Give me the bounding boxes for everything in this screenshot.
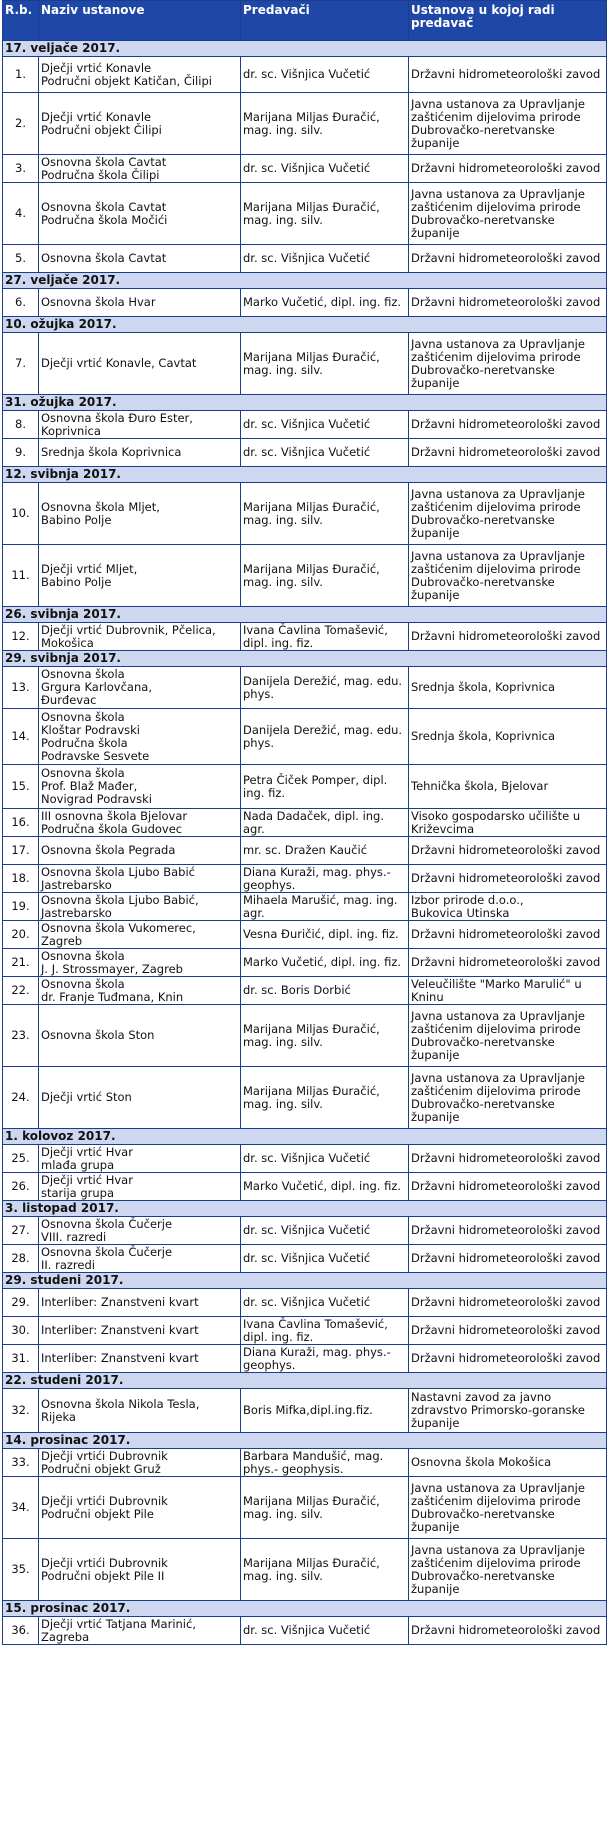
table-row	[3, 765, 607, 809]
row-number: 32.	[3, 1389, 39, 1433]
date-row	[3, 317, 607, 333]
date-label: 17. veljače 2017.	[3, 41, 607, 57]
lecturer-institution: Srednja škola, Koprivnica	[409, 709, 607, 765]
date-row	[3, 395, 607, 411]
table-row	[3, 623, 607, 651]
table-row	[3, 1173, 607, 1201]
lecturer-name: Marijana Miljas Đuračić, mag. ing. silv.	[241, 545, 409, 607]
date-label: 1. kolovoz 2017.	[3, 1129, 607, 1145]
table-row	[3, 1345, 607, 1373]
lecturer-institution: Javna ustanova za Upravljanje zaštićenim dijelovima prirode Dubrovačko-neretvanske županije	[409, 1477, 607, 1539]
lecturer-name: Vesna Đuričić, dipl. ing. fiz.	[241, 921, 409, 949]
lecturer-institution: Državni hidrometeorološki zavod	[409, 155, 607, 183]
institution-name: Dječji vrtić Dubrovnik, Pčelica, Mokošica	[39, 623, 241, 651]
table-row	[3, 837, 607, 865]
date-row	[3, 1201, 607, 1217]
institution-name: Osnovna škola Grgura Karlovčana, Đurđevac	[39, 667, 241, 709]
lecturer-institution: Državni hidrometeorološki zavod	[409, 1145, 607, 1173]
header-row	[3, 1, 607, 41]
date-label: 26. svibnja 2017.	[3, 607, 607, 623]
date-row	[3, 41, 607, 57]
row-number: 29.	[3, 1289, 39, 1317]
row-number: 12.	[3, 623, 39, 651]
lecturer-name: dr. sc. Višnjica Vučetić	[241, 155, 409, 183]
lecturer-institution: Državni hidrometeorološki zavod	[409, 245, 607, 273]
row-number: 18.	[3, 865, 39, 893]
institution-name: Osnovna škola Ljubo Babić Jastrebarsko	[39, 865, 241, 893]
lecturer-name: Marijana Miljas Đuračić, mag. ing. silv.	[241, 93, 409, 155]
lectures-table	[2, 0, 607, 1645]
institution-name: Osnovna škola Ston	[39, 1005, 241, 1067]
lecturer-institution: Veleučilište "Marko Marulić" u Kninu	[409, 977, 607, 1005]
lecturer-institution: Državni hidrometeorološki zavod	[409, 1289, 607, 1317]
institution-name: Srednja škola Koprivnica	[39, 439, 241, 467]
lecturer-name: dr. sc. Višnjica Vučetić	[241, 1289, 409, 1317]
table-row	[3, 865, 607, 893]
row-number: 13.	[3, 667, 39, 709]
table-row	[3, 709, 607, 765]
lecturer-name: mr. sc. Dražen Kaučić	[241, 837, 409, 865]
table-row	[3, 1005, 607, 1067]
lecturer-name: Danijela Derežić, mag. edu. phys.	[241, 709, 409, 765]
lecturer-institution: Državni hidrometeorološki zavod	[409, 1217, 607, 1245]
header-institution-name: Naziv ustanove	[39, 1, 241, 41]
lecturer-name: Marijana Miljas Đuračić, mag. ing. silv.	[241, 1477, 409, 1539]
table-body	[3, 41, 607, 1645]
institution-name: III osnovna škola Bjelovar Područna škola Gudovec	[39, 809, 241, 837]
lecturer-name: dr. sc. Višnjica Vučetić	[241, 439, 409, 467]
lecturer-name: Boris Mifka,dipl.ing.fiz.	[241, 1389, 409, 1433]
institution-name: Osnovna škola Ljubo Babić, Jastrebarsko	[39, 893, 241, 921]
lecturer-name: Ivana Čavlina Tomašević, dipl. ing. fiz.	[241, 623, 409, 651]
table-row	[3, 977, 607, 1005]
lecturer-institution: Državni hidrometeorološki zavod	[409, 1317, 607, 1345]
lecturer-name: dr. sc. Višnjica Vučetić	[241, 411, 409, 439]
lecturer-institution: Državni hidrometeorološki zavod	[409, 949, 607, 977]
table-row	[3, 1477, 607, 1539]
institution-name: Osnovna škola dr. Franje Tuđmana, Knin	[39, 977, 241, 1005]
institution-name: Dječji vrtić Mljet, Babino Polje	[39, 545, 241, 607]
institution-name: Dječji vrtić Ston	[39, 1067, 241, 1129]
institution-name: Dječji vrtić Konavle Područni objekt Katičan, Čilipi	[39, 57, 241, 93]
table-row	[3, 439, 607, 467]
lecturer-name: Diana Kuraži, mag. phys.-geophys.	[241, 865, 409, 893]
date-row	[3, 1601, 607, 1617]
lecturer-name: dr. sc. Višnjica Vučetić	[241, 1217, 409, 1245]
lecturer-name: Petra Čiček Pomper, dipl. ing. fiz.	[241, 765, 409, 809]
table-row	[3, 1245, 607, 1273]
institution-name: Dječji vrtić Hvar starija grupa	[39, 1173, 241, 1201]
row-number: 21.	[3, 949, 39, 977]
row-number: 33.	[3, 1449, 39, 1477]
lecturer-institution: Državni hidrometeorološki zavod	[409, 1245, 607, 1273]
institution-name: Osnovna škola Kloštar Podravski Područna škola Podravske Sesvete	[39, 709, 241, 765]
lecturer-name: Diana Kuraži, mag. phys.-geophys.	[241, 1345, 409, 1373]
date-row	[3, 1129, 607, 1145]
date-label: 10. ožujka 2017.	[3, 317, 607, 333]
header-lecturer-institution: Ustanova u kojoj radi predavač	[409, 1, 607, 41]
row-number: 8.	[3, 411, 39, 439]
row-number: 9.	[3, 439, 39, 467]
table-row	[3, 667, 607, 709]
table-row	[3, 545, 607, 607]
table-row	[3, 1289, 607, 1317]
institution-name: Interliber: Znanstveni kvart	[39, 1289, 241, 1317]
date-row	[3, 1273, 607, 1289]
row-number: 20.	[3, 921, 39, 949]
row-number: 7.	[3, 333, 39, 395]
lecturer-name: dr. sc. Boris Dorbić	[241, 977, 409, 1005]
lecturer-institution: Državni hidrometeorološki zavod	[409, 1173, 607, 1201]
row-number: 27.	[3, 1217, 39, 1245]
row-number: 36.	[3, 1617, 39, 1645]
lecturer-name: dr. sc. Višnjica Vučetić	[241, 57, 409, 93]
table-row	[3, 1145, 607, 1173]
institution-name: Osnovna škola Čučerje VIII. razredi	[39, 1217, 241, 1245]
row-number: 31.	[3, 1345, 39, 1373]
date-label: 22. studeni 2017.	[3, 1373, 607, 1389]
lecturer-institution: Državni hidrometeorološki zavod	[409, 921, 607, 949]
lecturer-name: Marijana Miljas Đuračić, mag. ing. silv.	[241, 1005, 409, 1067]
date-row	[3, 273, 607, 289]
lecturer-name: Barbara Mandušić, mag. phys.- geophysis.	[241, 1449, 409, 1477]
date-label: 27. veljače 2017.	[3, 273, 607, 289]
lecturer-name: Marijana Miljas Đuračić, mag. ing. silv.	[241, 183, 409, 245]
date-label: 12. svibnja 2017.	[3, 467, 607, 483]
table-row	[3, 289, 607, 317]
lecturer-institution: Državni hidrometeorološki zavod	[409, 411, 607, 439]
date-label: 3. listopad 2017.	[3, 1201, 607, 1217]
row-number: 17.	[3, 837, 39, 865]
institution-name: Dječji vrtići Dubrovnik Područni objekt Gruž	[39, 1449, 241, 1477]
row-number: 6.	[3, 289, 39, 317]
institution-name: Dječji vrtić Konavle, Cavtat	[39, 333, 241, 395]
lecturer-name: dr. sc. Višnjica Vučetić	[241, 1145, 409, 1173]
table-row	[3, 1067, 607, 1129]
lecturer-institution: Visoko gospodarsko učilište u Križevcima	[409, 809, 607, 837]
table-row	[3, 1617, 607, 1645]
row-number: 25.	[3, 1145, 39, 1173]
institution-name: Dječji vrtić Hvar mlađa grupa	[39, 1145, 241, 1173]
row-number: 2.	[3, 93, 39, 155]
institution-name: Osnovna škola Cavtat Područna škola Čilipi	[39, 155, 241, 183]
lecturer-institution: Državni hidrometeorološki zavod	[409, 439, 607, 467]
row-number: 16.	[3, 809, 39, 837]
lecturer-name: Marijana Miljas Đuračić, mag. ing. silv.	[241, 333, 409, 395]
institution-name: Osnovna škola Mljet, Babino Polje	[39, 483, 241, 545]
date-label: 14. prosinac 2017.	[3, 1433, 607, 1449]
institution-name: Osnovna škola Đuro Ester, Koprivnica	[39, 411, 241, 439]
lecturer-institution: Srednja škola, Koprivnica	[409, 667, 607, 709]
lecturer-name: Danijela Derežić, mag. edu. phys.	[241, 667, 409, 709]
lecturer-name: dr. sc. Višnjica Vučetić	[241, 1245, 409, 1273]
row-number: 34.	[3, 1477, 39, 1539]
lecturer-institution: Javna ustanova za Upravljanje zaštićenim dijelovima prirode Dubrovačko-neretvanske županije	[409, 333, 607, 395]
lecturer-name: Marko Vučetić, dipl. ing. fiz.	[241, 1173, 409, 1201]
row-number: 26.	[3, 1173, 39, 1201]
institution-name: Osnovna škola Vukomerec, Zagreb	[39, 921, 241, 949]
date-row	[3, 1373, 607, 1389]
table-row	[3, 949, 607, 977]
lecturer-institution: Javna ustanova za Upravljanje zaštićenim dijelovima prirode Dubrovačko-neretvanske županije	[409, 93, 607, 155]
date-label: 15. prosinac 2017.	[3, 1601, 607, 1617]
lecturer-name: Ivana Čavlina Tomašević, dipl. ing. fiz.	[241, 1317, 409, 1345]
lecturer-name: Marko Vučetić, dipl. ing. fiz.	[241, 289, 409, 317]
date-row	[3, 607, 607, 623]
lecturer-institution: Izbor prirode d.o.o., Bukovica Utinska	[409, 893, 607, 921]
row-number: 1.	[3, 57, 39, 93]
institution-name: Osnovna škola Pegrada	[39, 837, 241, 865]
row-number: 30.	[3, 1317, 39, 1345]
table-row	[3, 245, 607, 273]
lecturer-institution: Nastavni zavod za javno zdravstvo Primorsko-goranske županije	[409, 1389, 607, 1433]
table-row	[3, 893, 607, 921]
date-label: 31. ožujka 2017.	[3, 395, 607, 411]
lecturer-name: Marijana Miljas Đuračić, mag. ing. silv.	[241, 1067, 409, 1129]
lecturer-name: Mihaela Marušić, mag. ing. agr.	[241, 893, 409, 921]
lecturer-institution: Javna ustanova za Upravljanje zaštićenim dijelovima prirode Dubrovačko-neretvanske županije	[409, 1539, 607, 1601]
institution-name: Osnovna škola Cavtat Područna škola Močići	[39, 183, 241, 245]
institution-name: Osnovna škola Nikola Tesla, Rijeka	[39, 1389, 241, 1433]
date-row	[3, 651, 607, 667]
table-row	[3, 809, 607, 837]
table-row	[3, 1317, 607, 1345]
table-row	[3, 1389, 607, 1433]
table-row	[3, 1217, 607, 1245]
institution-name: Osnovna škola J. J. Strossmayer, Zagreb	[39, 949, 241, 977]
lecturer-institution: Državni hidrometeorološki zavod	[409, 1345, 607, 1373]
lecturer-institution: Državni hidrometeorološki zavod	[409, 837, 607, 865]
row-number: 19.	[3, 893, 39, 921]
date-row	[3, 1433, 607, 1449]
lecturer-institution: Javna ustanova za Upravljanje zaštićenim dijelovima prirode Dubrovačko-neretvanske županije	[409, 483, 607, 545]
row-number: 3.	[3, 155, 39, 183]
row-number: 23.	[3, 1005, 39, 1067]
lecturer-institution: Državni hidrometeorološki zavod	[409, 865, 607, 893]
lecturer-name: Marijana Miljas Đuračić, mag. ing. silv.	[241, 483, 409, 545]
row-number: 11.	[3, 545, 39, 607]
institution-name: Dječji vrtić Konavle Područni objekt Čilipi	[39, 93, 241, 155]
institution-name: Interliber: Znanstveni kvart	[39, 1345, 241, 1373]
lecturer-name: Nada Dadaček, dipl. ing. agr.	[241, 809, 409, 837]
institution-name: Dječji vrtići Dubrovnik Područni objekt Pile	[39, 1477, 241, 1539]
table-row	[3, 483, 607, 545]
lecturer-name: Marijana Miljas Đuračić, mag. ing. silv.	[241, 1539, 409, 1601]
lecturer-institution: Javna ustanova za Upravljanje zaštićenim dijelovima prirode Dubrovačko-neretvanske županije	[409, 1067, 607, 1129]
institution-name: Interliber: Znanstveni kvart	[39, 1317, 241, 1345]
table-row	[3, 57, 607, 93]
date-label: 29. svibnja 2017.	[3, 651, 607, 667]
row-number: 10.	[3, 483, 39, 545]
lecturer-institution: Javna ustanova za Upravljanje zaštićenim dijelovima prirode Dubrovačko-neretvanske županije	[409, 183, 607, 245]
institution-name: Osnovna škola Prof. Blaž Mađer, Novigrad Podravski	[39, 765, 241, 809]
row-number: 28.	[3, 1245, 39, 1273]
lecturer-name: dr. sc. Višnjica Vučetić	[241, 245, 409, 273]
table-row	[3, 333, 607, 395]
institution-name: Dječji vrtići Dubrovnik Područni objekt Pile II	[39, 1539, 241, 1601]
row-number: 35.	[3, 1539, 39, 1601]
header-rb: R.b.	[3, 1, 39, 41]
date-row	[3, 467, 607, 483]
header-lecturers: Predavači	[241, 1, 409, 41]
institution-name: Osnovna škola Hvar	[39, 289, 241, 317]
table-row	[3, 93, 607, 155]
table-row	[3, 183, 607, 245]
table-row	[3, 1449, 607, 1477]
institution-name: Osnovna škola Čučerje II. razredi	[39, 1245, 241, 1273]
row-number: 24.	[3, 1067, 39, 1129]
row-number: 22.	[3, 977, 39, 1005]
institution-name: Dječji vrtić Tatjana Marinić, Zagreba	[39, 1617, 241, 1645]
row-number: 15.	[3, 765, 39, 809]
lecturer-institution: Osnovna škola Mokošica	[409, 1449, 607, 1477]
lecturer-institution: Državni hidrometeorološki zavod	[409, 623, 607, 651]
lecturer-institution: Državni hidrometeorološki zavod	[409, 1617, 607, 1645]
lecturer-institution: Tehnička škola, Bjelovar	[409, 765, 607, 809]
lecturer-institution: Državni hidrometeorološki zavod	[409, 289, 607, 317]
institution-name: Osnovna škola Cavtat	[39, 245, 241, 273]
lecturer-name: dr. sc. Višnjica Vučetić	[241, 1617, 409, 1645]
date-label: 29. studeni 2017.	[3, 1273, 607, 1289]
table-row	[3, 155, 607, 183]
table-row	[3, 1539, 607, 1601]
table-row	[3, 411, 607, 439]
row-number: 14.	[3, 709, 39, 765]
table-row	[3, 921, 607, 949]
lecturer-institution: Državni hidrometeorološki zavod	[409, 57, 607, 93]
row-number: 4.	[3, 183, 39, 245]
lecturer-institution: Javna ustanova za Upravljanje zaštićenim dijelovima prirode Dubrovačko-neretvanske županije	[409, 545, 607, 607]
row-number: 5.	[3, 245, 39, 273]
lecturer-name: Marko Vučetić, dipl. ing. fiz.	[241, 949, 409, 977]
lecturer-institution: Javna ustanova za Upravljanje zaštićenim dijelovima prirode Dubrovačko-neretvanske županije	[409, 1005, 607, 1067]
